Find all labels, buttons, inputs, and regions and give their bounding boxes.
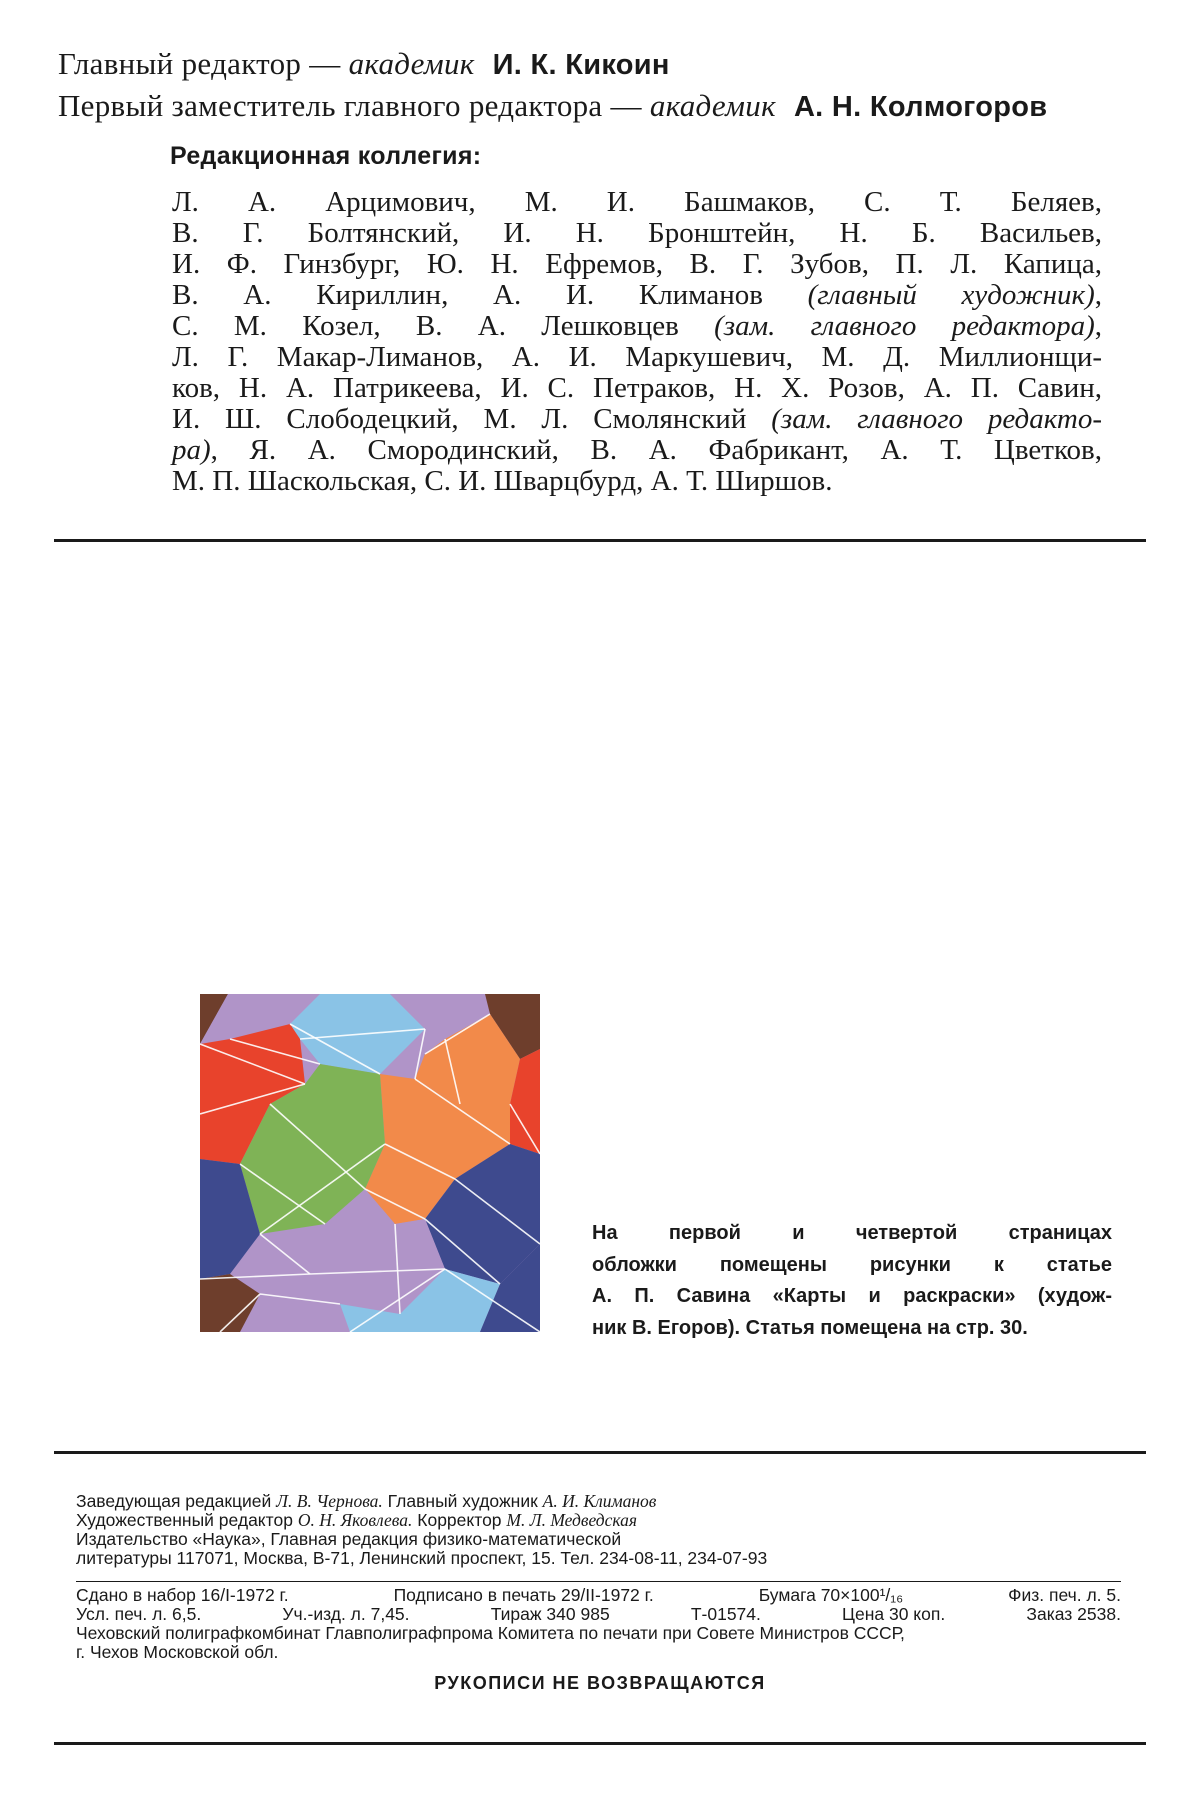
board-line: ра), Я. А. Смородинский, В. А. Фабрикант, А. Т. Цветков, — [172, 434, 1102, 466]
chief-editor-line — [58, 46, 670, 82]
print-data-row: Чеховский полиграфкомбинат Главполиграфпрома Комитета по печати при Совете Министров СССР, — [76, 1623, 905, 1643]
print-data-row: Усл. печ. л. 6,5. Уч.-изд. л. 7,45. Тираж 340 985 Т-01574. Цена 30 коп. Заказ 2538. — [76, 1604, 1121, 1624]
board-line: С. М. Козел, В. А. Лешковцев (зам. главного редактора), — [172, 310, 1102, 342]
print-data-block — [76, 1586, 1121, 1662]
cover-illustration — [200, 994, 540, 1332]
chief-editor-title: академик — [348, 46, 475, 81]
first-deputy-name: А. Н. Колмогоров — [793, 91, 1048, 123]
board-line: Л. Г. Макар-Лиманов, А. И. Маркушевич, М. Д. Миллионщи- — [172, 341, 1102, 373]
board-members — [172, 187, 1102, 497]
caption-line: На первой и четвертой страницах — [592, 1222, 1112, 1244]
cover-caption — [592, 1218, 1112, 1344]
imprint-line: литературы 117071, Москва, В-71, Ленинский проспект, 15. Тел. 234-08-11, 234-07-93 — [76, 1548, 768, 1568]
divider-bottom — [54, 1742, 1146, 1745]
board-line: В. А. Кириллин, А. И. Климанов (главный художник), — [172, 279, 1102, 311]
caption-line: ник В. Егоров). Статья помещена на стр. 30. — [592, 1316, 1028, 1339]
imprint-divider — [76, 1581, 1121, 1582]
divider-top — [54, 539, 1146, 542]
board-line: И. Ш. Слободецкий, М. Л. Смолянский (зам. главного редакто- — [172, 403, 1102, 435]
imprint-line: Художественный редактор О. Н. Яковлева. Корректор М. Л. Медведская — [76, 1510, 638, 1530]
imprint-line: Заведующая редакцией Л. В. Чернова. Главный художник А. И. Климанов — [76, 1491, 657, 1511]
first-deputy-title: академик — [649, 88, 776, 123]
caption-line: А. П. Савина «Карты и раскраски» (худож- — [592, 1285, 1112, 1307]
board-line: И. Ф. Гинзбург, Ю. Н. Ефремов, В. Г. Зубов, П. Л. Капица, — [172, 248, 1102, 280]
board-heading: Редакционная коллегия: — [170, 142, 482, 170]
imprint-line: Издательство «Наука», Главная редакция физико-математической — [76, 1529, 622, 1549]
board-line: ков, Н. А. Патрикеева, И. С. Петраков, Н. Х. Розов, А. П. Савин, — [172, 372, 1102, 404]
manuscripts-notice: РУКОПИСИ НЕ ВОЗВРАЩАЮТСЯ — [434, 1673, 766, 1693]
first-deputy-role: Первый заместитель главного редактора — — [58, 88, 642, 123]
print-data-row: г. Чехов Московской обл. — [76, 1642, 279, 1662]
caption-line: обложки помещены рисунки к статье — [592, 1253, 1112, 1276]
chief-editor-name: И. К. Кикоин — [492, 49, 670, 81]
board-line: В. Г. Болтянский, И. Н. Бронштейн, Н. Б. Васильев, — [172, 217, 1102, 249]
board-line: Л. А. Арцимович, М. И. Башмаков, С. Т. Беляев, — [172, 186, 1102, 218]
print-data-row: Сдано в набор 16/I-1972 г. Подписано в печать 29/II-1972 г. Бумага 70×100¹/₁₆ Физ. печ. л. 5. — [76, 1585, 1121, 1605]
first-deputy-line — [58, 88, 1047, 124]
imprint-block — [76, 1492, 1121, 1568]
board-line: М. П. Шаскольская, С. И. Шварцбурд, А. Т. Ширшов. — [172, 465, 833, 497]
divider-middle — [54, 1451, 1146, 1454]
chief-editor-role: Главный редактор — — [58, 46, 341, 81]
